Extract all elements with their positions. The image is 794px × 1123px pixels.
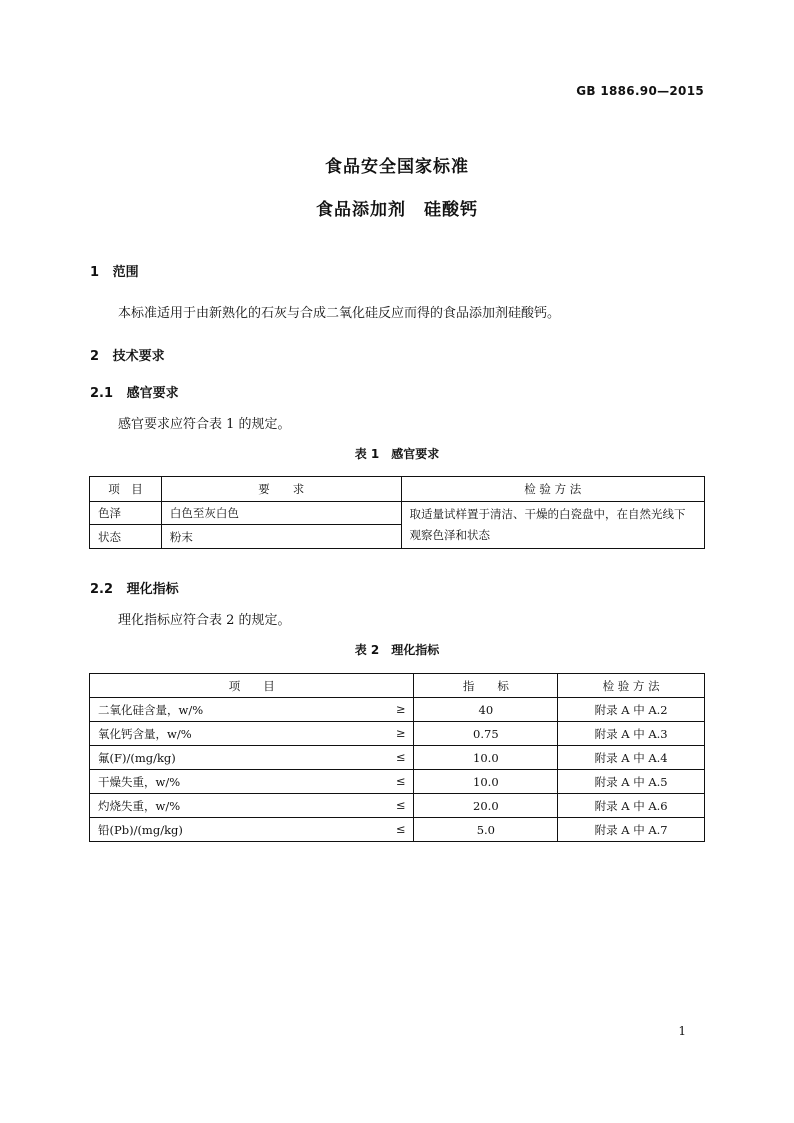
header-value: 指 标 <box>414 674 558 698</box>
page-number: 1 <box>678 1024 686 1038</box>
table-row <box>90 722 705 746</box>
row-value: 5.0 <box>414 818 558 842</box>
row-symbol: ≥ <box>395 701 406 716</box>
header-item: 项 目 <box>90 674 414 698</box>
row-item: 干燥失重，w/% <box>98 774 181 789</box>
row-method: 附录 A 中 A.6 <box>558 794 705 818</box>
row-item: 二氧化硅含量，w/% <box>98 702 204 717</box>
row-symbol: ≤ <box>395 797 406 812</box>
header-item: 项 目 <box>90 477 162 502</box>
row-item: 状态 <box>90 525 162 549</box>
caption-title: 感官要求 <box>391 447 440 461</box>
table-row <box>90 794 705 818</box>
table-2-caption <box>0 641 794 658</box>
table-row <box>90 818 705 842</box>
row-item-cell <box>90 794 414 818</box>
table-1 <box>89 476 705 549</box>
caption-title: 理化指标 <box>391 643 440 657</box>
caption-number: 表 2 <box>354 643 380 657</box>
row-item: 氧化钙含量，w/% <box>98 726 192 741</box>
section-title: 范围 <box>112 265 139 280</box>
document-code-number: 1886.90—2015 <box>600 84 704 98</box>
row-item-cell <box>90 722 414 746</box>
section-2-2-heading <box>90 578 179 597</box>
table-header-row <box>90 477 705 502</box>
row-method: 附录 A 中 A.5 <box>558 770 705 794</box>
row-item-cell <box>90 770 414 794</box>
section-2-heading <box>90 345 165 364</box>
row-method: 取适量试样置于清洁、干燥的白瓷盘中，在自然光线下观察色泽和状态 <box>401 502 704 549</box>
row-method: 附录 A 中 A.7 <box>558 818 705 842</box>
section-number: 2.2 <box>90 582 114 597</box>
caption-number: 表 1 <box>354 447 380 461</box>
row-method: 附录 A 中 A.2 <box>558 698 705 722</box>
row-item: 灼烧失重，w/% <box>98 798 181 813</box>
section-2-1-heading <box>90 382 179 401</box>
row-symbol: ≥ <box>395 725 406 740</box>
row-item: 氟(F)/(mg/kg) <box>98 750 176 765</box>
row-symbol: ≤ <box>395 749 406 764</box>
row-item-cell <box>90 746 414 770</box>
section-title: 理化指标 <box>126 582 179 597</box>
row-method: 附录 A 中 A.4 <box>558 746 705 770</box>
section-1-text: 本标准适用于由新熟化的石灰与合成二氧化硅反应而得的食品添加剂硅酸钙。 <box>118 306 561 321</box>
row-requirement: 粉末 <box>161 525 401 549</box>
section-number: 2 <box>90 349 100 364</box>
row-value: 0.75 <box>414 722 558 746</box>
row-method: 附录 A 中 A.3 <box>558 722 705 746</box>
sub-title: 食品添加剂 硅酸钙 <box>316 200 478 220</box>
row-item-cell <box>90 818 414 842</box>
table-row <box>90 746 705 770</box>
document-code <box>576 84 704 98</box>
row-value: 40 <box>414 698 558 722</box>
table-row <box>90 698 705 722</box>
section-2-1-text: 感官要求应符合表 1 的规定。 <box>118 417 291 432</box>
row-value: 10.0 <box>414 770 558 794</box>
section-2-2-text: 理化指标应符合表 2 的规定。 <box>118 613 291 628</box>
document-code-prefix: GB <box>576 84 596 98</box>
row-item-cell <box>90 698 414 722</box>
table-row <box>90 770 705 794</box>
main-title: 食品安全国家标准 <box>325 157 469 177</box>
row-requirement: 白色至灰白色 <box>161 502 401 525</box>
section-title: 技术要求 <box>112 349 165 364</box>
row-value: 10.0 <box>414 746 558 770</box>
row-symbol: ≤ <box>395 773 406 788</box>
section-number: 1 <box>90 265 100 280</box>
section-number: 2.1 <box>90 386 114 401</box>
table-1-caption <box>0 445 794 462</box>
table-header-row <box>90 674 705 698</box>
row-item: 铅(Pb)/(mg/kg) <box>98 822 183 837</box>
table-row <box>90 502 705 525</box>
section-title: 感官要求 <box>126 386 179 401</box>
header-requirement: 要 求 <box>161 477 401 502</box>
header-method: 检 验 方 法 <box>401 477 704 502</box>
table-2 <box>89 673 705 842</box>
header-method: 检 验 方 法 <box>558 674 705 698</box>
row-value: 20.0 <box>414 794 558 818</box>
row-item: 色泽 <box>90 502 162 525</box>
row-symbol: ≤ <box>395 821 406 836</box>
section-1-heading <box>90 261 139 280</box>
